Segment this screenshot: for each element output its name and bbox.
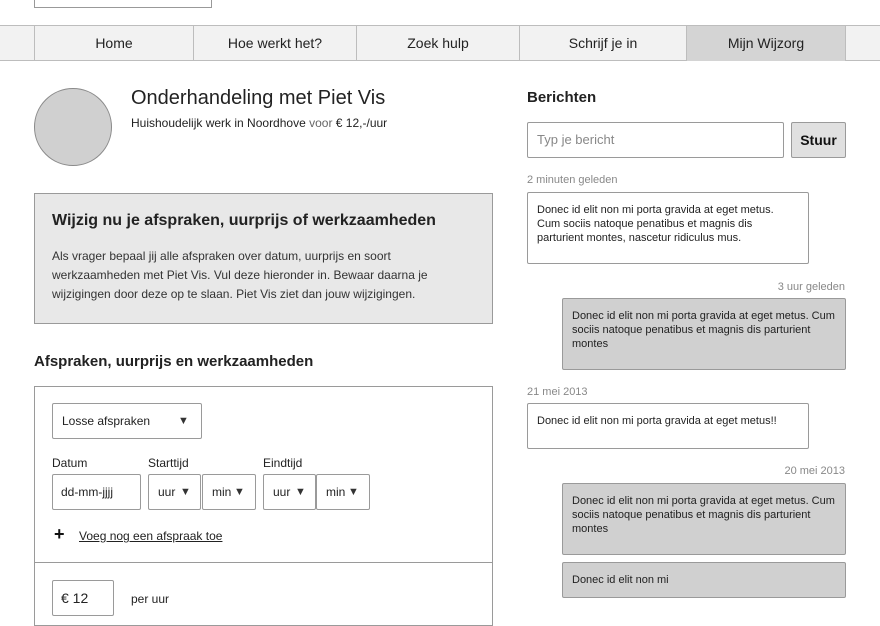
start-minute-value: min <box>212 485 232 499</box>
appointment-type-select[interactable] <box>52 403 202 439</box>
form-divider <box>34 562 493 563</box>
main-nav <box>0 25 880 61</box>
price-input[interactable]: € 12 <box>52 580 114 616</box>
subtitle-voor: voor <box>309 116 333 130</box>
nav-item-home[interactable]: Home <box>34 26 193 61</box>
notice-title: Wijzig nu je afspraken, uurprijs of werkzaamheden <box>52 212 436 229</box>
end-minute-value: min <box>326 485 346 499</box>
message-incoming: Donec id elit non mi porta gravida at eget metus!! <box>527 403 809 449</box>
message-input[interactable]: Typ je bericht <box>527 122 784 158</box>
datum-label: Datum <box>52 456 88 470</box>
subtitle-service: Huishoudelijk werk in Noordhove <box>131 116 306 130</box>
message-outgoing: Donec id elit non mi porta gravida at eget metus. Cum sociis natoque penatibus et magnis dis parturient montes <box>562 298 846 370</box>
chevron-down-icon: ▼ <box>178 415 189 427</box>
page-title: Onderhandeling met Piet Vis <box>131 87 386 109</box>
logo-placeholder <box>34 0 212 8</box>
end-hour-select[interactable] <box>263 474 316 510</box>
section-heading: Afspraken, uurprijs en werkzaamheden <box>34 353 314 370</box>
start-hour-select[interactable] <box>148 474 201 510</box>
add-appointment-link[interactable]: Voeg nog een afspraak toe <box>79 529 223 543</box>
nav-divider <box>845 26 846 61</box>
subtitle-price: € 12,-/uur <box>335 116 388 130</box>
nav-item-mijn-wijzorg[interactable]: Mijn Wijzorg <box>686 26 845 61</box>
start-hour-value: uur <box>158 485 176 499</box>
start-minute-select[interactable] <box>202 474 256 510</box>
starttijd-label: Starttijd <box>148 456 189 470</box>
message-timestamp: 21 mei 2013 <box>527 386 588 398</box>
profile-subtitle <box>131 116 387 130</box>
message-timestamp: 2 minuten geleden <box>527 174 618 186</box>
chevron-down-icon: ▼ <box>295 486 306 498</box>
nav-item-hoe-werkt-het[interactable]: Hoe werkt het? <box>193 26 356 61</box>
eindtijd-label: Eindtijd <box>263 456 303 470</box>
nav-item-schrijf-je-in[interactable]: Schrijf je in <box>519 26 686 61</box>
message-outgoing: Donec id elit non mi <box>562 562 846 598</box>
end-minute-select[interactable] <box>316 474 370 510</box>
messages-heading: Berichten <box>527 89 597 106</box>
chevron-down-icon: ▼ <box>180 486 191 498</box>
chevron-down-icon: ▼ <box>234 486 245 498</box>
price-unit-label: per uur <box>131 592 170 606</box>
message-timestamp: 3 uur geleden <box>777 281 845 293</box>
end-hour-value: uur <box>273 485 291 499</box>
notice-body: Als vrager bepaal jij alle afspraken over datum, uurprijs en soort werkzaamheden met Piet Vis. Vul deze hieronder in. Bewaar daarna je wijzigingen door deze op te slaan. Piet Vis ziet dan jouw wijzigingen. <box>52 249 428 301</box>
avatar <box>34 88 112 166</box>
message-timestamp: 20 mei 2013 <box>784 465 845 477</box>
message-outgoing: Donec id elit non mi porta gravida at eget metus. Cum sociis natoque penatibus et magnis dis parturient montes <box>562 483 846 555</box>
plus-icon[interactable]: + <box>54 524 65 544</box>
nav-item-zoek-hulp[interactable]: Zoek hulp <box>356 26 519 61</box>
date-input[interactable]: dd-mm-jjjj <box>52 474 141 510</box>
send-button[interactable]: Stuur <box>791 122 846 158</box>
chevron-down-icon: ▼ <box>348 486 359 498</box>
info-notice <box>34 193 493 324</box>
appointment-type-value: Losse afspraken <box>62 414 151 428</box>
message-incoming: Donec id elit non mi porta gravida at eget metus. Cum sociis natoque penatibus et magnis dis parturient montes, nascetur ridiculus mus. <box>527 192 809 264</box>
